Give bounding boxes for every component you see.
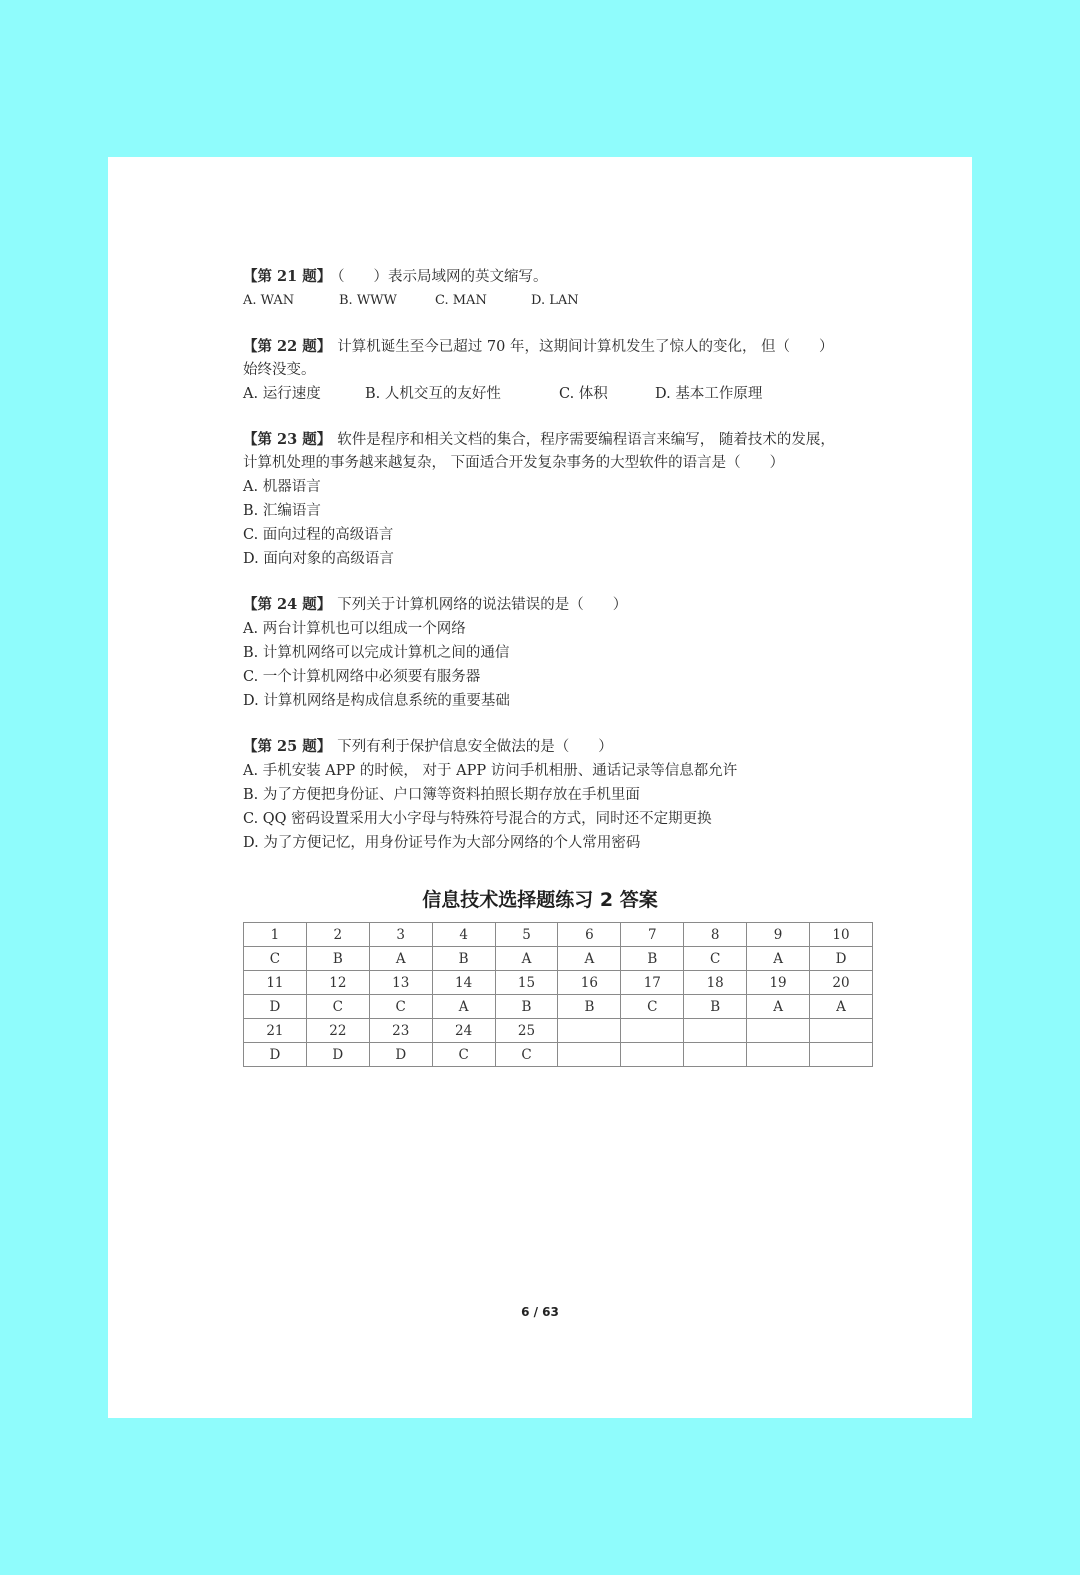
question-24-text: 下列关于计算机网络的说法错误的是（ ） <box>337 597 628 613</box>
table-cell: A <box>810 995 873 1019</box>
option-b: B. 人机交互的友好性 <box>365 386 501 402</box>
answer-key-body <box>244 923 873 1067</box>
table-cell: B <box>432 947 495 971</box>
option-d: D. LAN <box>531 293 579 308</box>
table-cell <box>621 1043 684 1067</box>
table-cell: 22 <box>306 1019 369 1043</box>
table-cell: A <box>747 947 810 971</box>
table-cell <box>684 1043 747 1067</box>
table-cell <box>810 1043 873 1067</box>
table-cell <box>558 1019 621 1043</box>
table-cell: D <box>810 947 873 971</box>
option-a: A. WAN <box>243 293 295 308</box>
table-cell: B <box>621 947 684 971</box>
table-cell: 17 <box>621 971 684 995</box>
option-d: D. 基本工作原理 <box>655 386 763 402</box>
option-d: D. 计算机网络是构成信息系统的重要基础 <box>243 693 510 709</box>
table-cell: C <box>369 995 432 1019</box>
option-b: B. 汇编语言 <box>243 503 321 519</box>
table-row <box>244 971 873 995</box>
question-23-text-line-2: 计算机处理的事务越来越复杂， 下面适合开发复杂事务的大型软件的语言是（ ） <box>243 455 785 471</box>
table-cell: 4 <box>432 923 495 947</box>
table-cell: 10 <box>810 923 873 947</box>
option-a: A. 手机安装 APP 的时候， 对于 APP 访问手机相册、通话记录等信息都允许 <box>243 763 738 779</box>
option-b: B. 为了方便把身份证、户口簿等资料拍照长期存放在手机里面 <box>243 787 640 803</box>
table-cell: 1 <box>244 923 307 947</box>
table-cell <box>747 1043 810 1067</box>
table-cell: A <box>558 947 621 971</box>
option-c: C. MAN <box>435 293 487 308</box>
answer-key-table <box>243 922 873 1067</box>
option-a: A. 两台计算机也可以组成一个网络 <box>243 621 466 637</box>
table-cell: 15 <box>495 971 558 995</box>
table-cell: 3 <box>369 923 432 947</box>
option-c: C. 面向过程的高级语言 <box>243 527 394 543</box>
table-cell: 7 <box>621 923 684 947</box>
table-cell: 9 <box>747 923 810 947</box>
table-cell <box>621 1019 684 1043</box>
option-a: A. 运行速度 <box>243 386 321 402</box>
table-cell: B <box>558 995 621 1019</box>
table-cell: D <box>369 1043 432 1067</box>
table-cell: D <box>244 1043 307 1067</box>
question-23-text-line-1: 软件是程序和相关文档的集合，程序需要编程语言来编写， 随着技术的发展， <box>337 432 835 448</box>
table-cell: 25 <box>495 1019 558 1043</box>
table-cell: C <box>432 1043 495 1067</box>
question-21 <box>243 265 873 313</box>
table-row <box>244 1043 873 1067</box>
question-21-text: （ ）表示局域网的英文缩写。 <box>337 269 548 285</box>
option-b: B. WWW <box>339 293 397 308</box>
table-cell: 21 <box>244 1019 307 1043</box>
table-row <box>244 923 873 947</box>
option-c: C. 体积 <box>559 386 608 402</box>
question-25-stem <box>243 735 873 759</box>
table-cell: 13 <box>369 971 432 995</box>
table-cell: 2 <box>306 923 369 947</box>
question-22-stem <box>243 335 873 359</box>
question-22 <box>243 335 873 406</box>
question-23-stem <box>243 428 873 452</box>
question-25-number: 【第 25 题】 <box>243 738 332 755</box>
table-cell: 5 <box>495 923 558 947</box>
table-cell: 24 <box>432 1019 495 1043</box>
table-cell <box>810 1019 873 1043</box>
table-cell: 11 <box>244 971 307 995</box>
table-row <box>244 947 873 971</box>
question-24 <box>243 593 873 713</box>
table-cell: C <box>495 1043 558 1067</box>
question-23 <box>243 428 873 571</box>
table-cell: A <box>432 995 495 1019</box>
table-row <box>244 995 873 1019</box>
option-a: A. 机器语言 <box>243 479 321 495</box>
table-cell: D <box>244 995 307 1019</box>
answer-key-title: 信息技术选择题练习 2 答案 <box>422 889 658 911</box>
table-cell: A <box>495 947 558 971</box>
table-cell: D <box>306 1043 369 1067</box>
table-cell: 6 <box>558 923 621 947</box>
table-cell: 20 <box>810 971 873 995</box>
table-cell <box>747 1019 810 1043</box>
question-24-stem <box>243 593 873 617</box>
option-d: D. 为了方便记忆，用身份证号作为大部分网络的个人常用密码 <box>243 835 641 851</box>
table-cell: B <box>684 995 747 1019</box>
table-cell <box>558 1043 621 1067</box>
table-cell: A <box>369 947 432 971</box>
question-22-text-line-1: 计算机诞生至今已超过 70 年，这期间计算机发生了惊人的变化， 但（ ） <box>337 339 834 355</box>
question-24-number: 【第 24 题】 <box>243 596 332 613</box>
table-cell: C <box>684 947 747 971</box>
table-cell: 16 <box>558 971 621 995</box>
page-number: 6 / 63 <box>521 1305 559 1319</box>
question-21-stem <box>243 265 873 289</box>
option-b: B. 计算机网络可以完成计算机之间的通信 <box>243 645 510 661</box>
question-21-number: 【第 21 题】 <box>243 268 332 285</box>
question-22-text-line-2: 始终没变。 <box>243 362 316 378</box>
option-d: D. 面向对象的高级语言 <box>243 551 394 567</box>
table-cell: 19 <box>747 971 810 995</box>
document-page <box>108 157 972 1418</box>
table-cell: 8 <box>684 923 747 947</box>
question-list <box>243 265 873 877</box>
table-cell: C <box>306 995 369 1019</box>
option-c: C. QQ 密码设置采用大小字母与特殊符号混合的方式，同时还不定期更换 <box>243 811 712 827</box>
option-c: C. 一个计算机网络中必须要有服务器 <box>243 669 481 685</box>
table-cell <box>684 1019 747 1043</box>
table-cell: 23 <box>369 1019 432 1043</box>
question-21-options <box>243 289 873 313</box>
table-cell: B <box>306 947 369 971</box>
question-23-number: 【第 23 题】 <box>243 431 332 448</box>
table-cell: 18 <box>684 971 747 995</box>
question-25-text: 下列有利于保护信息安全做法的是（ ） <box>337 739 613 755</box>
question-22-options <box>243 382 873 406</box>
question-22-number: 【第 22 题】 <box>243 338 332 355</box>
table-cell: C <box>621 995 684 1019</box>
table-cell: A <box>747 995 810 1019</box>
table-cell: 12 <box>306 971 369 995</box>
table-row <box>244 1019 873 1043</box>
table-cell: C <box>244 947 307 971</box>
question-25 <box>243 735 873 855</box>
table-cell: 14 <box>432 971 495 995</box>
table-cell: B <box>495 995 558 1019</box>
